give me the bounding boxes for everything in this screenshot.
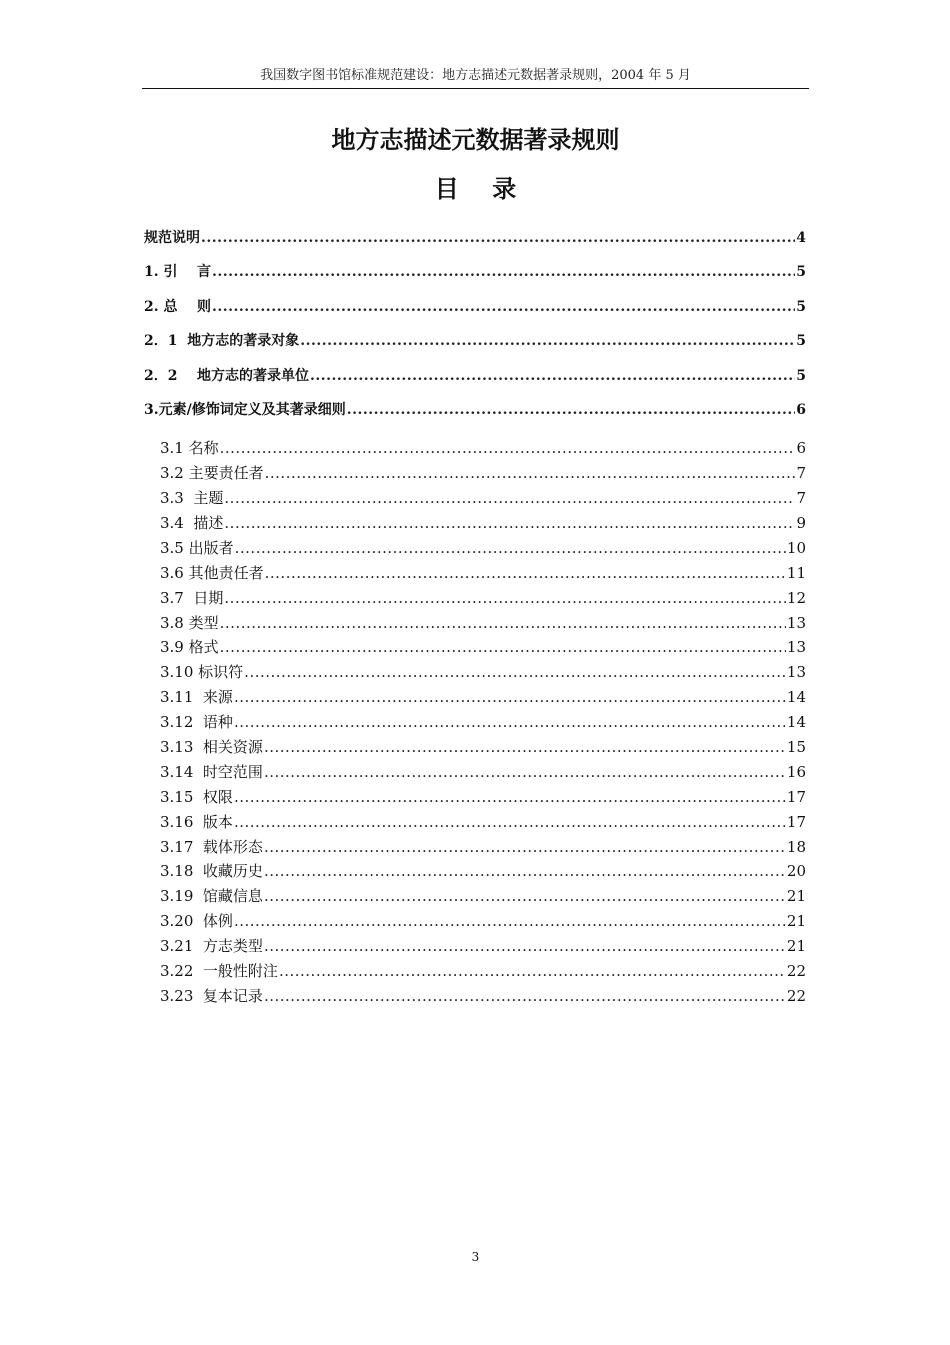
toc-entry-label: 3.14 时空范围 <box>160 762 263 781</box>
dot-leader <box>264 862 786 880</box>
toc-entry-label: 3.8 类型 <box>160 613 219 632</box>
toc-entry-label: 3.1 名称 <box>160 439 219 458</box>
toc-entry-page: 14 <box>786 688 806 707</box>
toc-entry-label: 3.17 载体形态 <box>160 837 263 856</box>
document-title: 地方志描述元数据著录规则 <box>331 125 620 154</box>
toc-entry-label: 3.13 相关资源 <box>160 738 263 757</box>
toc-subentry[interactable] <box>144 910 806 935</box>
toc-entry-label: 3.4 描述 <box>160 514 224 533</box>
toc-entry-page: 5 <box>796 333 806 350</box>
toc-entry-label: 2．2 地方志的著录单位 <box>144 367 309 384</box>
dot-leader <box>264 738 786 756</box>
toc-subentry[interactable] <box>144 786 806 811</box>
toc-entry-label: 3.7 日期 <box>160 588 224 607</box>
toc-entry-label: 3.9 格式 <box>160 638 219 657</box>
toc-entry-label: 2．1 地方志的著录对象 <box>144 333 300 350</box>
toc-entry-page: 17 <box>786 787 806 806</box>
dot-leader <box>347 402 796 418</box>
dot-leader <box>265 564 786 582</box>
dot-leader <box>234 912 786 930</box>
toc-entry-page: 13 <box>786 613 806 632</box>
toc-entry-page: 14 <box>786 713 806 732</box>
table-of-contents <box>144 227 806 1010</box>
dot-leader <box>212 299 795 315</box>
toc-subentry[interactable] <box>144 985 806 1010</box>
dot-leader <box>235 539 786 557</box>
toc-entry-page: 21 <box>786 912 806 931</box>
toc-entry-label: 规范说明 <box>144 230 200 246</box>
toc-heading: 目 录 <box>434 174 517 203</box>
toc-subentry[interactable] <box>144 960 806 985</box>
toc-entry-label: 3.21 方志类型 <box>160 937 263 956</box>
toc-entry-label: 3.10 标识符 <box>160 663 244 682</box>
dot-leader <box>234 688 786 706</box>
dot-leader <box>234 713 786 731</box>
toc-entry-page: 16 <box>786 762 806 781</box>
toc-entry-label: 3.23 复本记录 <box>160 986 263 1005</box>
dot-leader <box>220 439 796 457</box>
toc-entry-page: 15 <box>786 738 806 757</box>
toc-entry-page: 20 <box>786 862 806 881</box>
dot-leader <box>234 788 786 806</box>
dot-leader <box>264 887 786 905</box>
toc-entry-label: 1. 引 言 <box>144 264 211 281</box>
toc-entry-page: 21 <box>786 937 806 956</box>
toc-entry-label: 3.5 出版者 <box>160 538 234 557</box>
toc-subentry[interactable] <box>144 587 806 612</box>
toc-subentry[interactable] <box>144 612 806 637</box>
toc-entry-label: 3.6 其他责任者 <box>160 563 264 582</box>
toc-entry[interactable] <box>144 399 806 433</box>
dot-leader <box>300 333 795 349</box>
toc-entry-page: 18 <box>786 837 806 856</box>
toc-entry-page: 6 <box>796 439 806 458</box>
toc-subentry[interactable] <box>144 885 806 910</box>
toc-entry-page: 7 <box>796 489 806 508</box>
dot-leader <box>220 614 786 632</box>
toc-entry-label: 3.12 语种 <box>160 713 233 732</box>
toc-entry[interactable] <box>144 330 806 364</box>
toc-entry-page: 11 <box>786 563 806 582</box>
toc-entry-page: 5 <box>796 298 806 315</box>
toc-subentry[interactable] <box>144 437 806 462</box>
toc-entry-label: 2. 总 则 <box>144 298 211 315</box>
toc-entry-page: 9 <box>796 514 806 533</box>
toc-subentry[interactable] <box>144 935 806 960</box>
toc-entry-page: 12 <box>786 588 806 607</box>
toc-entry-label: 3.15 权限 <box>160 787 233 806</box>
dot-leader <box>234 813 786 831</box>
toc-subentry[interactable] <box>144 836 806 861</box>
toc-entry-page: 21 <box>786 887 806 906</box>
running-header: 我国数字图书馆标准规范建设：地方志描述元数据著录规则，2004 年 5 月 <box>260 68 691 83</box>
toc-subentry[interactable] <box>144 686 806 711</box>
dot-leader <box>212 264 795 280</box>
toc-subentry[interactable] <box>144 512 806 537</box>
toc-entry-page: 5 <box>796 264 806 281</box>
toc-entry-page: 10 <box>786 538 806 557</box>
dot-leader <box>279 962 786 980</box>
dot-leader <box>265 464 796 482</box>
toc-subentry[interactable] <box>144 661 806 686</box>
toc-entry-page: 22 <box>786 962 806 981</box>
dot-leader <box>244 663 786 681</box>
toc-entry-page: 5 <box>796 367 806 384</box>
toc-entry[interactable] <box>144 296 806 330</box>
dot-leader <box>224 514 795 532</box>
toc-subentry[interactable] <box>144 761 806 786</box>
dot-leader <box>264 937 786 955</box>
toc-entry-label: 3.20 体例 <box>160 912 233 931</box>
toc-entry[interactable] <box>144 365 806 399</box>
toc-entry-page: 13 <box>786 663 806 682</box>
dot-leader <box>264 763 786 781</box>
header-divider <box>142 88 809 89</box>
dot-leader <box>220 638 786 656</box>
toc-subentry[interactable] <box>144 487 806 512</box>
toc-subentry[interactable] <box>144 462 806 487</box>
toc-entry[interactable] <box>144 261 806 295</box>
toc-subentry[interactable] <box>144 736 806 761</box>
toc-subentry[interactable] <box>144 537 806 562</box>
dot-leader <box>264 987 786 1005</box>
toc-subentry[interactable] <box>144 860 806 885</box>
toc-entry-label: 3.2 主要责任者 <box>160 464 264 483</box>
toc-entry-label: 3.22 一般性附注 <box>160 962 278 981</box>
toc-entry-page: 13 <box>786 638 806 657</box>
toc-entry-page: 6 <box>796 401 806 418</box>
toc-subentry[interactable] <box>144 562 806 587</box>
dot-leader <box>310 368 795 384</box>
toc-entry-page: 17 <box>786 812 806 831</box>
page-number: 3 <box>471 1250 480 1264</box>
dot-leader <box>264 838 786 856</box>
toc-subentry[interactable] <box>144 636 806 661</box>
dot-leader <box>201 230 795 246</box>
toc-entry-label: 3.18 收藏历史 <box>160 862 263 881</box>
toc-entry[interactable] <box>144 227 806 261</box>
toc-entry-label: 3.11 来源 <box>160 688 233 707</box>
toc-entry-page: 4 <box>796 230 806 246</box>
dot-leader <box>224 589 786 607</box>
toc-entry-page: 7 <box>796 464 806 483</box>
toc-entry-label: 3.16 版本 <box>160 812 233 831</box>
toc-entry-label: 3.19 馆藏信息 <box>160 887 263 906</box>
toc-subentry[interactable] <box>144 711 806 736</box>
toc-subentry[interactable] <box>144 811 806 836</box>
toc-entry-label: 3.元素/修饰词定义及其著录细则 <box>144 401 346 418</box>
dot-leader <box>224 489 795 507</box>
toc-entry-label: 3.3 主题 <box>160 489 224 508</box>
toc-entry-page: 22 <box>786 986 806 1005</box>
